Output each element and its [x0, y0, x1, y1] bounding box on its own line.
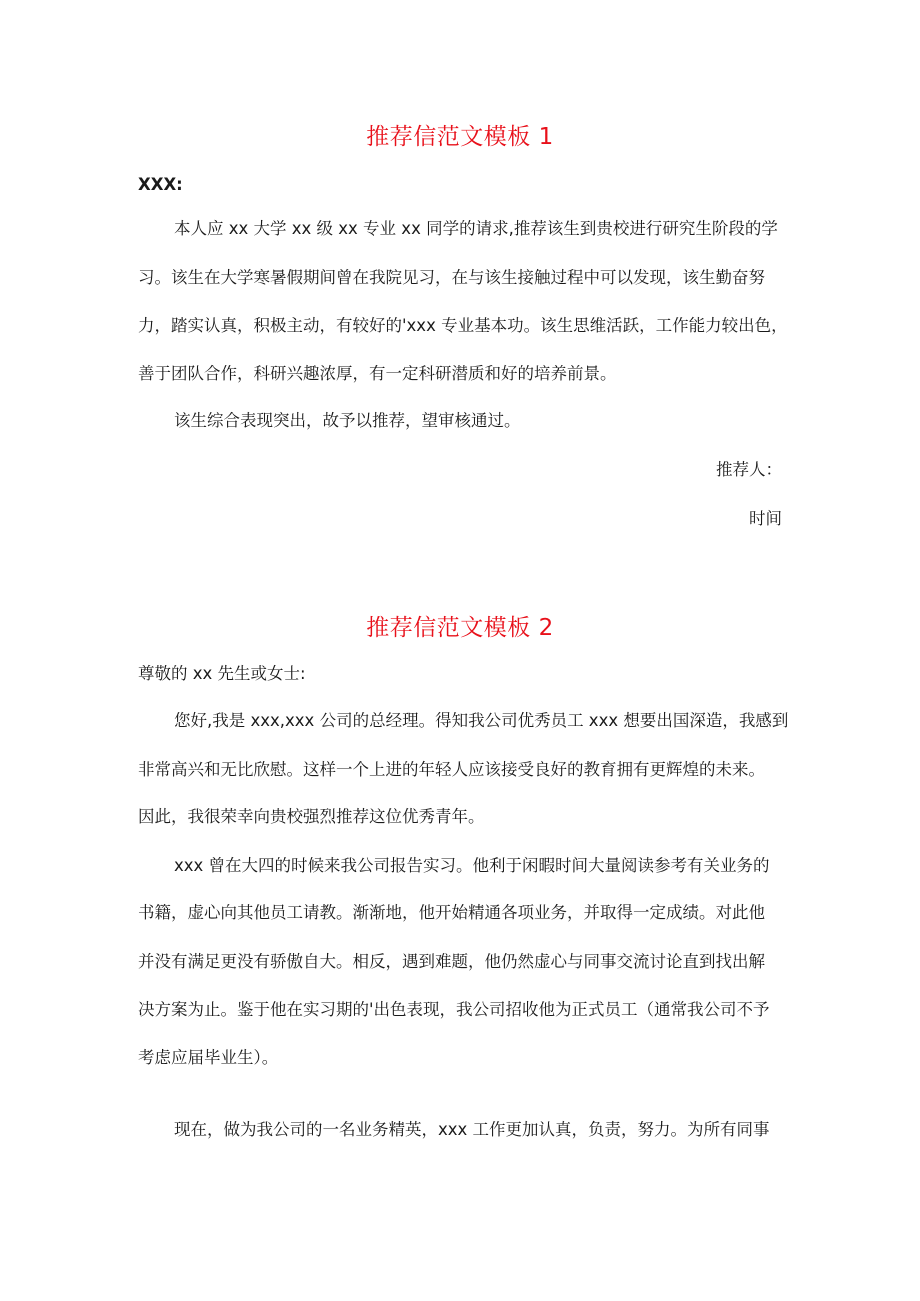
- section1-para1-line3: 力，踏实认真，积极主动，有较好的'xxx 专业基本功。该生思维活跃，工作能力较出色，: [138, 316, 788, 335]
- section2-para2-line1: xxx 曾在大四的时候来我公司报告实习。他利于闲暇时间大量阅读参考有关业务的: [174, 856, 770, 875]
- section2-para1-line3: 因此，我很荣幸向贵校强烈推荐这位优秀青年。: [138, 807, 485, 826]
- section2-para1-line2: 非常高兴和无比欣慰。这样一个上进的年轻人应该接受良好的教育拥有更辉煌的未来。: [138, 760, 765, 779]
- section2-para2-line2: 书籍，虚心向其他员工请教。渐渐地，他开始精通各项业务，并取得一定成绩。对此他: [138, 903, 765, 922]
- section1-para2: 该生综合表现突出，故予以推荐，望审核通过。: [174, 411, 521, 430]
- section1-recommender: 推荐人：: [716, 460, 782, 479]
- section2-para2-line4: 决方案为止。鉴于他在实习期的'出色表现，我公司招收他为正式员工（通常我公司不予: [138, 1000, 770, 1019]
- section1-para1-line4: 善于团队合作，科研兴趣浓厚，有一定科研潜质和好的培养前景。: [138, 364, 617, 383]
- section2-title: 推荐信范文模板 2: [366, 615, 554, 641]
- section1-para1-line2: 习。该生在大学寒暑假期间曾在我院见习，在与该生接触过程中可以发现，该生勤奋努: [138, 268, 765, 287]
- section1-para1-line1: 本人应 xx 大学 xx 级 xx 专业 xx 同学的请求,推荐该生到贵校进行研究生阶段的学: [174, 219, 778, 238]
- section1-salutation: XXX:: [138, 175, 183, 194]
- section2-para1-line1: 您好,我是 xxx,xxx 公司的总经理。得知我公司优秀员工 xxx 想要出国深造，我感到: [174, 711, 789, 730]
- section2-para2-line3: 并没有满足更没有骄傲自大。相反，遇到难题，他仍然虚心与同事交流讨论直到找出解: [138, 952, 765, 971]
- section2-salutation: 尊敬的 xx 先生或女士:: [138, 664, 306, 683]
- section1-time: 时间: [749, 509, 782, 528]
- section2-para3-line1: 现在，做为我公司的一名业务精英，xxx 工作更加认真，负责，努力。为所有同事: [174, 1120, 770, 1139]
- section2-para2-line5: 考虑应届毕业生）。: [138, 1048, 279, 1067]
- section1-title: 推荐信范文模板 1: [366, 124, 554, 150]
